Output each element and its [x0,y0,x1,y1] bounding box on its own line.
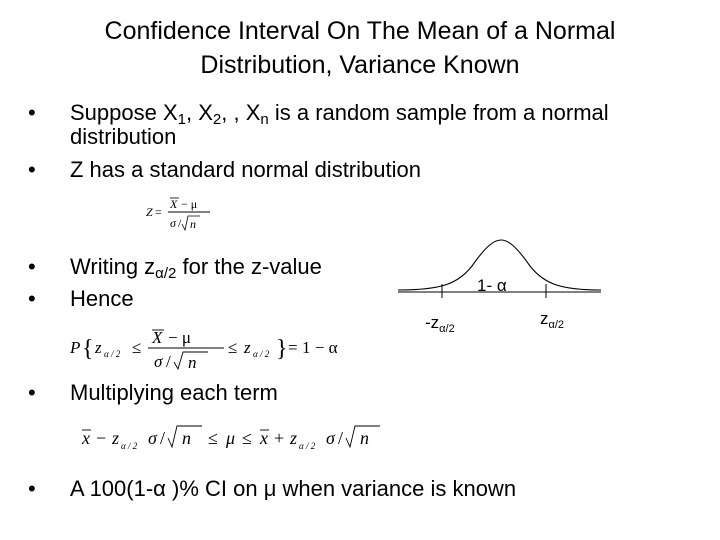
svg-text:α / 2: α / 2 [253,349,270,359]
svg-text:n: n [182,428,191,448]
svg-text:P: P [70,338,81,357]
svg-text:X: X [152,328,163,347]
svg-text:−: − [96,428,107,448]
bullet-text-continuation: distribution [70,124,177,149]
svg-text:z: z [112,428,120,448]
svg-text:z: z [290,428,298,448]
bullet-dot: • [28,254,36,279]
probability-equation [68,326,338,376]
svg-text:μ: μ [226,428,236,448]
svg-text:≤: ≤ [208,428,218,448]
svg-text:σ: σ [326,428,335,448]
svg-text:{: { [82,336,94,362]
svg-text:n: n [190,217,196,231]
svg-text:α / 2: α / 2 [104,349,121,359]
bullet-text: Z has a standard normal distribution [70,157,421,182]
svg-text:X: X [170,197,178,211]
svg-text:}: } [276,336,288,362]
svg-text:z: z [244,338,251,357]
bullet-text: Multiplying each term [70,380,278,405]
svg-text:α / 2: α / 2 [299,441,316,451]
bullet-dot: • [28,476,36,501]
svg-text:x: x [82,428,90,448]
center-area-label: 1- α [477,276,507,295]
bullet-text: A 100(1-α )% CI on μ when variance is known [70,476,517,501]
svg-text:σ: σ [170,216,176,230]
bullet-text: Writing $z_{\alpha/2}$ for the z-value [70,254,322,282]
svg-text:/: / [160,428,166,448]
svg-text:n: n [360,428,369,448]
slide-title-line-2: Distribution, Variance Known [200,51,520,79]
svg-text:+: + [274,428,285,448]
upper-critical-label: $z_{\alpha/2}$ [540,309,565,331]
svg-text:≤: ≤ [228,338,238,357]
svg-text:− μ: − μ [181,197,198,211]
confidence-interval-equation [80,420,400,456]
slide-title [0,14,720,82]
bullet-dot: • [28,380,36,405]
z-definition-equation [144,192,224,244]
svg-text:=: = [288,338,298,357]
bullet-dot: • [28,100,36,125]
svg-text:α / 2: α / 2 [121,441,138,451]
svg-text:σ: σ [148,428,157,448]
lower-critical-label: $-z_{\alpha/2}$ [425,313,455,335]
slide-title-line-1: Confidence Interval On The Mean of a Normal [104,17,616,45]
svg-text:z: z [95,338,102,357]
svg-text:x: x [260,428,268,448]
svg-text:Z: Z [146,205,153,219]
svg-text:/: / [338,428,344,448]
svg-text:/: / [178,216,182,230]
svg-text:1 − α: 1 − α [302,338,338,357]
svg-text:=: = [155,205,162,219]
svg-text:n: n [188,353,197,372]
bullet-dot: • [28,286,36,311]
svg-text:≤: ≤ [132,338,142,357]
bullet-dot: • [28,157,36,182]
bullet-text: Hence [70,286,134,311]
bullet-text: Suppose $X_1$, $X_2$, , $X_n$ is a random sample from a normal [70,100,609,128]
svg-text:/: / [166,352,171,371]
svg-text:≤: ≤ [242,428,252,448]
svg-text:− μ: − μ [168,328,191,347]
svg-text:σ: σ [154,352,163,371]
